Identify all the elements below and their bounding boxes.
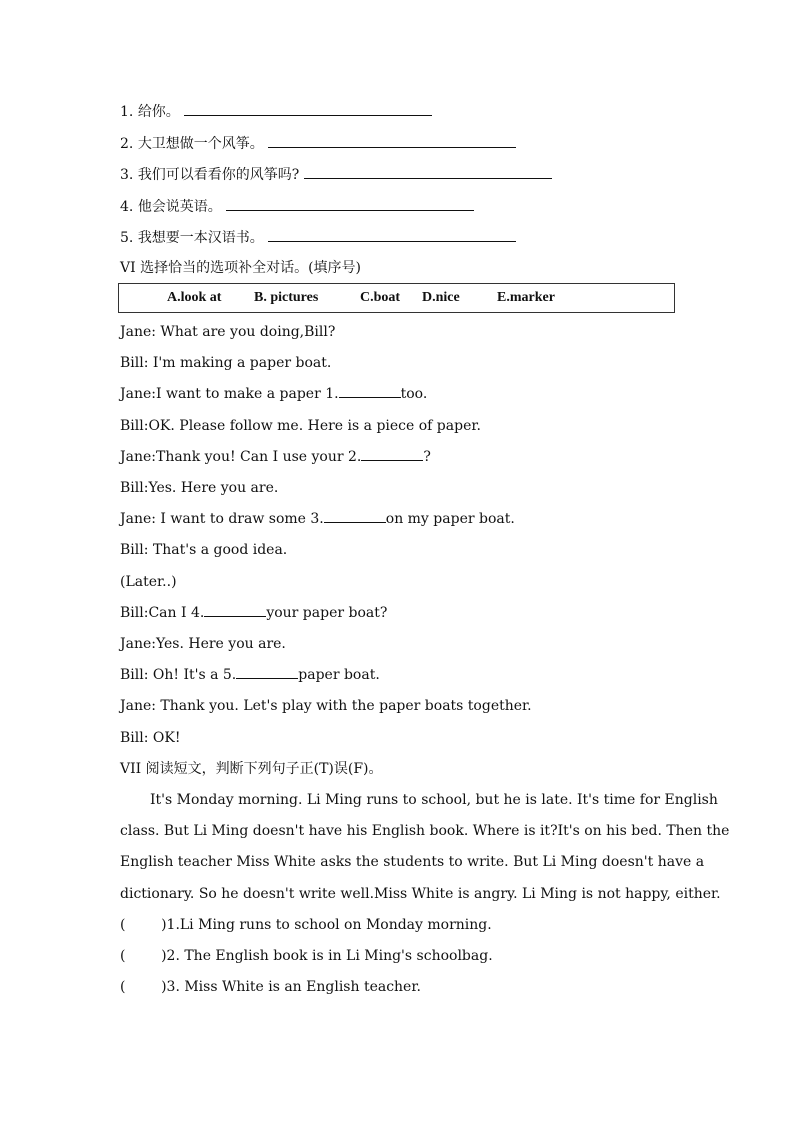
dialogue-text: Jane: Thank you. Let's play with the paper boats together. [120, 698, 532, 714]
dialogue-line [120, 603, 387, 623]
item-text: 大卫想做一个风筝。 [137, 136, 264, 152]
answer-paren[interactable]: ( ) [120, 917, 167, 933]
translate-item-2 [120, 134, 516, 154]
dialogue-line [120, 634, 286, 654]
blank-5[interactable] [236, 665, 298, 679]
dialogue-line [120, 540, 287, 560]
dialogue-text: Jane: What are you doing,Bill? [120, 324, 336, 340]
translate-item-4 [120, 197, 474, 217]
dialogue-line [120, 572, 177, 592]
passage-line: English teacher Miss White asks the students to write. But Li Ming doesn't have a [120, 854, 705, 870]
section-6-heading: VI 选择恰当的选项补全对话。(填序号) [120, 260, 362, 276]
item-number: 1. [120, 104, 134, 120]
dialogue-line [120, 353, 331, 373]
passage-line: It's Monday morning. Li Ming runs to school, but he is late. It's time for English [150, 792, 718, 808]
dialogue-text: Bill:Can I 4. [120, 605, 205, 621]
dialogue-line [120, 509, 515, 529]
passage-line: class. But Li Ming doesn't have his English book. Where is it?It's on his bed. Then the [120, 823, 730, 839]
item-text: 他会说英语。 [137, 199, 222, 215]
dialogue-line [120, 384, 427, 404]
dialogue-text: Jane:Thank you! Can I use your 2. [120, 449, 362, 465]
translate-item-5 [120, 228, 516, 248]
section-7-heading: VII 阅读短文，判断下列句子正(T)误(F)。 [120, 761, 383, 777]
answer-paren[interactable]: ( ) [120, 979, 167, 995]
answer-paren[interactable]: ( ) [120, 948, 167, 964]
passage-line: dictionary. So he doesn't write well.Miss White is angry. Li Ming is not happy, either. [120, 886, 721, 902]
item-text: 给你。 [137, 104, 180, 120]
dialogue-text: Bill: Oh! It's a 5. [120, 667, 237, 683]
blank-3[interactable] [324, 509, 386, 523]
answer-blank[interactable] [226, 197, 474, 211]
answer-blank[interactable] [304, 165, 552, 179]
dialogue-line [120, 416, 481, 436]
item-text: 我们可以看看你的风筝吗? [137, 167, 300, 183]
item-number: 3. [120, 167, 134, 183]
option-e: E.marker [497, 290, 555, 305]
dialogue-text-after: on my paper boat. [385, 511, 515, 527]
dialogue-text: Jane: I want to draw some 3. [120, 511, 324, 527]
question-2 [120, 946, 493, 966]
dialogue-text-after: your paper boat? [266, 605, 388, 621]
blank-1[interactable] [339, 384, 401, 398]
dialogue-text: Bill: That's a good idea. [120, 542, 288, 558]
item-number: 2. [120, 136, 134, 152]
option-d: D.nice [422, 290, 460, 305]
question-text: 3. Miss White is an English teacher. [166, 979, 421, 995]
blank-4[interactable] [204, 603, 266, 617]
dialogue-text: Bill: I'm making a paper boat. [120, 355, 332, 371]
dialogue-text: Bill:OK. Please follow me. Here is a piece of paper. [120, 418, 481, 434]
dialogue-line [120, 665, 380, 685]
dialogue-line [120, 728, 180, 748]
translate-item-1 [120, 102, 432, 122]
dialogue-text-after: paper boat. [298, 667, 380, 683]
item-text: 我想要一本汉语书。 [137, 230, 264, 246]
dialogue-text: Jane:I want to make a paper 1. [120, 386, 339, 402]
dialogue-line [120, 447, 431, 467]
item-number: 4. [120, 199, 134, 215]
answer-blank[interactable] [184, 102, 432, 116]
dialogue-line [120, 478, 278, 498]
item-number: 5. [120, 230, 134, 246]
question-1 [120, 915, 492, 935]
dialogue-text-after: ? [423, 449, 431, 465]
dialogue-text: Bill: OK! [120, 730, 181, 746]
dialogue-text: Bill:Yes. Here you are. [120, 480, 279, 496]
option-a: A.look at [167, 290, 222, 305]
dialogue-text-after: too. [400, 386, 428, 402]
option-c: C.boat [360, 290, 401, 305]
blank-2[interactable] [361, 447, 423, 461]
question-3 [120, 977, 421, 997]
translate-item-3 [120, 165, 552, 185]
dialogue-line [120, 322, 335, 342]
answer-blank[interactable] [268, 134, 516, 148]
answer-blank[interactable] [268, 228, 516, 242]
question-text: 1.Li Ming runs to school on Monday morning. [166, 917, 492, 933]
dialogue-line [120, 696, 532, 716]
question-text: 2. The English book is in Li Ming's schoolbag. [166, 948, 493, 964]
dialogue-text: (Later..) [120, 574, 177, 590]
dialogue-text: Jane:Yes. Here you are. [120, 636, 286, 652]
options-box [118, 283, 675, 313]
option-b: B. pictures [254, 290, 319, 305]
